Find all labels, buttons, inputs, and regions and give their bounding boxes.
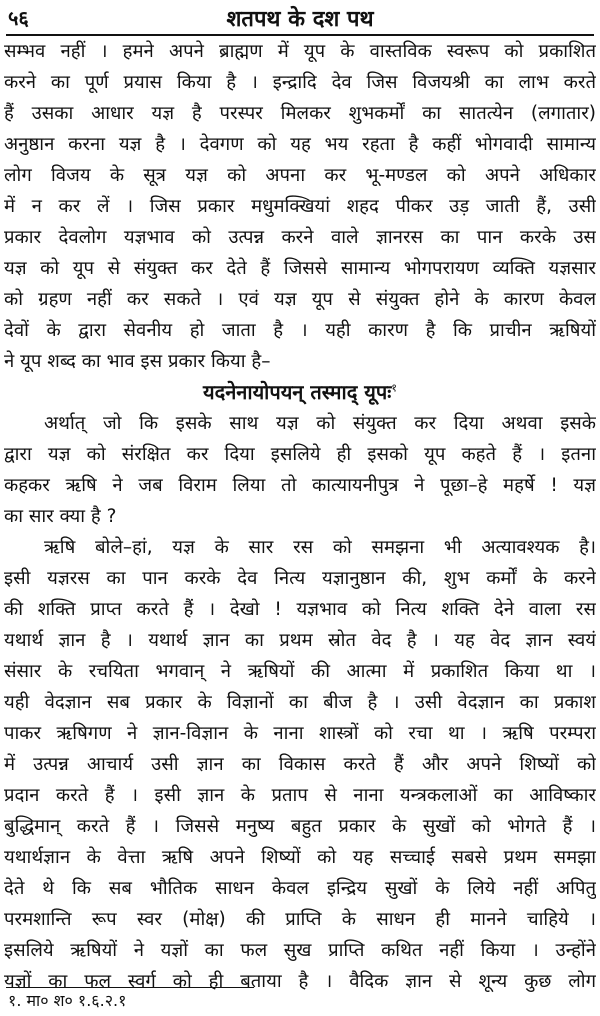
text-line: को ग्रहण नहीं कर सकते । एवं यज्ञ यूप से संयुक्त होने के कारण केवल bbox=[4, 289, 596, 310]
text-line: यज्ञों का फल स्वर्ग को ही बताया है । वैदिक ज्ञान से शून्य कुछ लोग bbox=[4, 971, 596, 992]
text-line: देते थे कि सब भौतिक साधन केवल इन्द्रिय सुखों के लिये नहीं अपितु bbox=[4, 878, 596, 899]
text-line: अर्थात् जो कि इसके साथ यज्ञ को संयुक्त कर दिया अथवा इसके bbox=[44, 413, 596, 434]
text-line: ऋषि बोले–हां, यज्ञ के सार रस को समझना भी अत्यावश्यक है। bbox=[44, 537, 596, 558]
sanskrit-verse bbox=[4, 377, 596, 408]
text-line: यही वेदज्ञान सब प्रकार के विज्ञानों का बीज है । उसी वेदज्ञान का प्रकाश bbox=[4, 692, 596, 713]
text-line: परमशान्ति रूप स्वर (मोक्ष) की प्राप्ति के साधन ही मानने चाहिये । bbox=[4, 909, 596, 930]
text-line: यथार्थज्ञान के वेत्ता ऋषि अपने शिष्यों को यह सच्चाई सबसे प्रथम समझा bbox=[4, 847, 596, 868]
text-line: में न कर लें । जिस प्रकार मधुमक्खियां शहद पीकर उड़ जाती हैं, उसी bbox=[4, 196, 596, 217]
text-line: बुद्धिमान् करते हैं । जिससे मनुष्य बहुत प्रकार के सुखों को भोगते हैं । bbox=[4, 816, 596, 837]
text-line: लोग विजय के सूत्र यज्ञ को अपना कर भू-मण्डल को अपने अधिकार bbox=[4, 165, 596, 186]
page-header bbox=[0, 0, 600, 40]
text-line: यथार्थ ज्ञान है । यथार्थ ज्ञान का प्रथम स्रोत वेद है । यह वेद ज्ञान स्वयं bbox=[4, 630, 596, 651]
text-line: ने यूप शब्द का भाव इस प्रकार किया है– bbox=[4, 351, 271, 372]
text-line: का सार क्या है ? bbox=[4, 506, 117, 527]
footnote-reference: १ bbox=[391, 381, 398, 395]
text-line: यज्ञ को यूप से संयुक्त कर देते हैं जिससे सामान्य भोगपरायण व्यक्ति यज्ञसार bbox=[4, 258, 596, 279]
text-line: पाकर ऋषिगण ने ज्ञान-विज्ञान के नाना शास्त्रों को रचा था । ऋषि परम्परा bbox=[4, 723, 596, 744]
text-line: देवों के द्वारा सेवनीय हो जाता है । यही कारण है कि प्राचीन ऋषियों bbox=[4, 320, 596, 341]
running-title: शतपथ के दश पथ bbox=[226, 7, 374, 32]
text-line: की शक्ति प्राप्त करते हैं । देखो ! यज्ञभाव को नित्य शक्ति देने वाला रस bbox=[4, 599, 596, 620]
text-line: द्वारा यज्ञ को संरक्षित कर दिया इसलिये ही इसको यूप कहते हैं । इतना bbox=[4, 444, 596, 465]
text-line: इसलिये ऋषियों ने यज्ञों का फल सुख प्राप्ति कथित नहीं किया । उन्होंने bbox=[4, 940, 596, 961]
verse-text: यदनेनायोपयन् तस्माद् यूपः bbox=[202, 380, 392, 404]
text-line: अनुष्ठान करना यज्ञ है । देवगण को यह भय रहता है कहीं भोगवादी सामान्य bbox=[4, 134, 596, 155]
page-number: ५६ bbox=[8, 6, 29, 30]
footnote: १. मा० श० १.६.२.१ bbox=[8, 991, 127, 1010]
footnote-divider bbox=[6, 987, 254, 988]
text-line: संसार के रचयिता भगवान् ने ऋषियों की आत्मा में प्रकाशित किया था । bbox=[4, 661, 596, 682]
text-line: करने का पूर्ण प्रयास किया है । इन्द्रादि देव जिस विजयश्री का लाभ करते bbox=[4, 72, 596, 93]
body-text bbox=[4, 36, 596, 997]
text-line: कहकर ऋषि ने जब विराम लिया तो कात्यायनीपुत्र ने पूछा–हे महर्षे ! यज्ञ bbox=[4, 475, 596, 496]
text-line: सम्भव नहीं । हमने अपने ब्राह्मण में यूप के वास्तविक स्वरूप को प्रकाशित bbox=[4, 41, 596, 62]
text-line: प्रकार देवलोग यज्ञभाव को उत्पन्न करने वाले ज्ञानरस का पान करके उस bbox=[4, 227, 596, 248]
text-line: इसी यज्ञरस का पान करके देव नित्य यज्ञानुष्ठान की, शुभ कर्मों के करने bbox=[4, 568, 596, 589]
text-line: हैं उसका आधार यज्ञ है परस्पर मिलकर शुभकर्मों का सातत्येन (लगातार) bbox=[4, 103, 596, 124]
text-line: में उत्पन्न आचार्य उसी ज्ञान का विकास करते हैं और अपने शिष्यों को bbox=[4, 754, 596, 775]
text-line: प्रदान करते हैं । इसी ज्ञान के प्रताप से नाना यन्त्रकलाओं का आविष्कार bbox=[4, 785, 596, 806]
